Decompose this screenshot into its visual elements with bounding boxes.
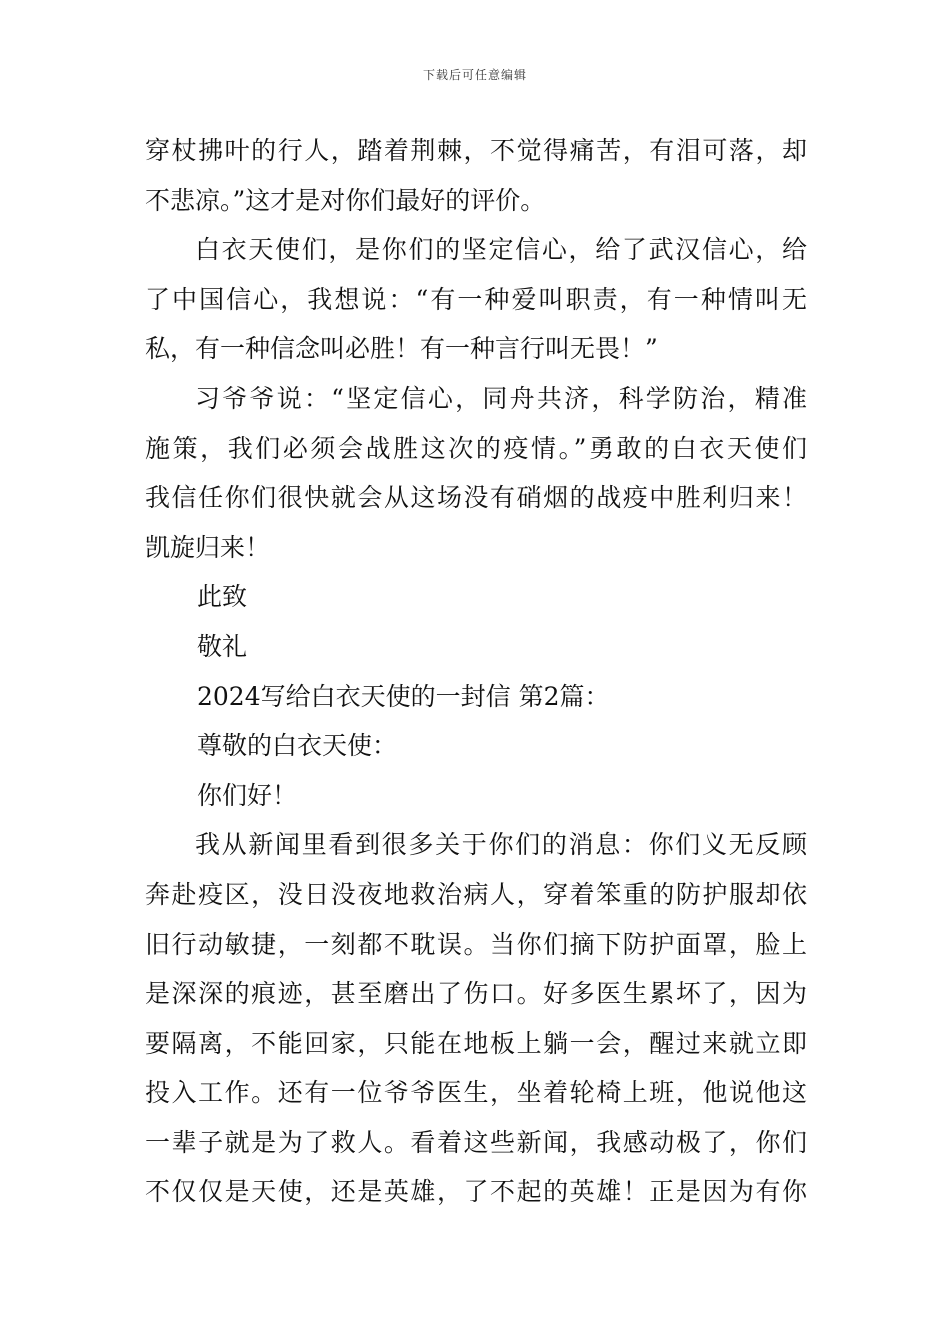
text-line: 要隔离，不能回家，只能在地板上躺一会，醒过来就立即	[145, 1028, 807, 1058]
text-line: 一辈子就是为了救人。看着这些新闻，我感动极了，你们	[145, 1127, 807, 1157]
text-line: 不悲凉。”这才是对你们最好的评价。	[145, 185, 546, 215]
text-line: 是深深的痕迹，甚至磨出了伤口。好多医生累坏了，因为	[145, 979, 807, 1009]
closing-regards: 敬礼	[197, 631, 248, 661]
text-line: 凯旋归来！	[145, 532, 271, 562]
text-line: 白衣天使们，是你们的坚定信心，给了武汉信心，给	[195, 235, 807, 265]
text-line: 不仅仅是天使，还是英雄，了不起的英雄！正是因为有你	[145, 1177, 807, 1207]
text-line: 习爷爷说：“坚定信心，同舟共济，科学防治，精准	[195, 383, 807, 413]
text-line: 我信任你们很快就会从这场没有硝烟的战疫中胜利归来！	[145, 483, 807, 513]
section-title: 2024写给白衣天使的一封信 第2篇：	[197, 681, 610, 711]
text-line: 穿杖拂叶的行人，踏着荆棘，不觉得痛苦，有泪可落，却	[145, 136, 807, 165]
text-line: 投入工作。还有一位爷爷医生，坐着轮椅上班，他说他这	[145, 1078, 807, 1108]
document-body	[145, 126, 807, 1217]
letter-hello: 你们好！	[197, 780, 298, 810]
text-line: 私，有一种信念叫必胜！有一种言行叫无畏！”	[145, 334, 658, 364]
text-line: 奔赴疫区，没日没夜地救治病人，穿着笨重的防护服却依	[145, 879, 807, 909]
text-line: 了中国信心，我想说：“有一种爱叫职责，有一种情叫无	[145, 284, 807, 314]
text-line: 旧行动敏捷，一刻都不耽误。当你们摘下防护面罩，脸上	[145, 929, 807, 959]
page-header-note: 下载后可任意编辑	[422, 68, 527, 82]
closing-salutation: 此致	[197, 582, 248, 612]
letter-greeting: 尊敬的白衣天使：	[197, 731, 398, 761]
text-line: 我从新闻里看到很多关于你们的消息：你们义无反顾	[195, 830, 807, 860]
text-line: 施策，我们必须会战胜这次的疫情。”勇敢的白衣天使们	[145, 433, 807, 463]
